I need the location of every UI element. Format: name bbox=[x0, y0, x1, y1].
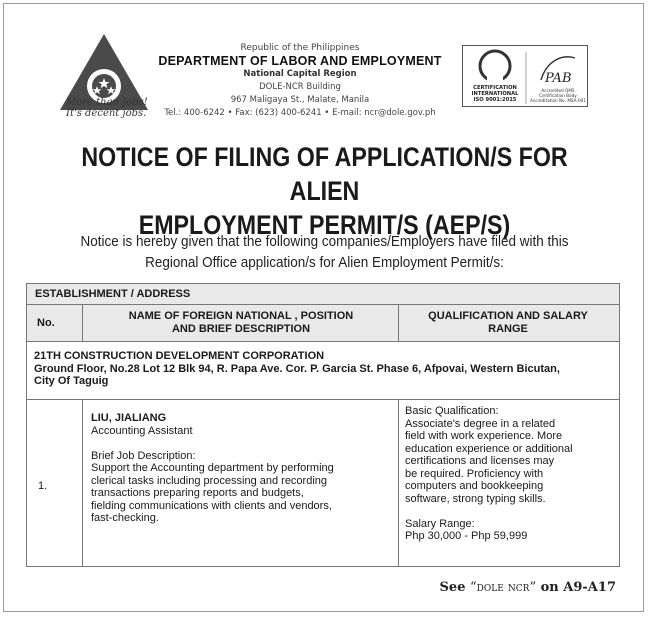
pab-logo-text: PAB bbox=[545, 71, 572, 86]
building-name: DOLE-NCR Building bbox=[259, 82, 341, 92]
qualification-line: be required. Proficiency with bbox=[405, 467, 544, 480]
job-description-line: fast-checking. bbox=[91, 512, 159, 524]
qualification-line: Associate's degree in a related bbox=[405, 417, 556, 430]
iso-cert-label: CERTIFICATION INTERNATIONAL ISO 9001:2015 bbox=[471, 85, 519, 103]
tagline-line2: It's decent jobs. bbox=[66, 108, 147, 119]
job-description-label: Brief Job Description: bbox=[91, 449, 196, 462]
job-description-line: transactions preparing reports and budgets, bbox=[91, 487, 304, 499]
contact-info: Tel.: 400-6242 • Fax: (623) 400-6241 • E-mail: ncr@dole.gov.ph bbox=[164, 108, 436, 118]
establishment-info bbox=[34, 350, 614, 388]
qualification-line: education experience or additional bbox=[405, 442, 573, 455]
republic-label: Republic of the Philippines bbox=[240, 43, 360, 53]
establishment-address-line1: Ground Floor, No.28 Lot 12 Blk 94, R. Papa Ave. Cor. P. Garcia St. Phase 6, Afpovai, Western Bicutan, bbox=[34, 362, 560, 375]
title-line1: NOTICE OF FILING OF APPLICATION/S FOR ALIEN bbox=[81, 142, 568, 206]
foreign-national-info bbox=[91, 412, 397, 525]
establishment-row bbox=[27, 342, 619, 400]
see-reference bbox=[372, 580, 616, 595]
col-qual-header bbox=[399, 310, 617, 335]
divider bbox=[82, 400, 83, 566]
col-no-header: No. bbox=[37, 317, 55, 329]
job-description-line: clerical tasks including processing and recording bbox=[91, 474, 328, 487]
qualification-line: computers and bookkeeping bbox=[405, 480, 544, 492]
qualification-info bbox=[405, 405, 617, 543]
divider bbox=[398, 305, 399, 342]
foreign-national-name: LIU, JIALIANG bbox=[91, 412, 167, 424]
establishment-address-line2: City Of Taguig bbox=[34, 375, 109, 387]
divider bbox=[82, 305, 83, 342]
tagline-line1: More than Jobs! bbox=[66, 97, 148, 108]
office-address: 967 Maligaya St., Malate, Manila bbox=[230, 95, 370, 105]
see-prefix: See bbox=[439, 580, 470, 595]
col-name-header bbox=[83, 310, 399, 335]
certification-box bbox=[462, 45, 588, 107]
divider bbox=[398, 400, 399, 566]
aep-table bbox=[26, 283, 620, 567]
region-name: National Capital Region bbox=[243, 69, 357, 79]
table-header-columns bbox=[27, 305, 619, 342]
col-name-line2: AND BRIEF DESCRIPTION bbox=[171, 322, 311, 335]
notice-title bbox=[45, 140, 603, 242]
salary-value: Php 30,000 - Php 59,999 bbox=[405, 530, 528, 542]
qualification-line: certifications and licenses may bbox=[405, 455, 555, 467]
intro-line1: Notice is hereby given that the following companies/Employers have filed with this bbox=[80, 234, 569, 250]
see-ref: “dole ncr” bbox=[470, 580, 537, 595]
pab-cert-label: Accredited QMS Certification Body Accreditation No. MSA-001 bbox=[530, 88, 586, 103]
table-header-establishment bbox=[27, 284, 619, 305]
position-title: Accounting Assistant bbox=[91, 424, 193, 437]
col-name-line1: NAME OF FOREIGN NATIONAL , POSITION bbox=[128, 310, 354, 322]
intro-line2: Regional Office application/s for Alien Employment Permit/s: bbox=[145, 255, 504, 271]
title-line2: EMPLOYMENT PERMIT/S (AEP/S) bbox=[138, 210, 511, 240]
col-qual-line2: RANGE bbox=[488, 322, 528, 335]
col-qual-line1: QUALIFICATION AND SALARY bbox=[428, 310, 588, 322]
salary-label: Salary Range: bbox=[405, 517, 475, 530]
logo-tagline bbox=[66, 97, 148, 119]
see-suffix: on A9-A17 bbox=[536, 580, 616, 595]
notice-intro bbox=[23, 232, 627, 274]
department-name: DEPARTMENT OF LABOR AND EMPLOYMENT bbox=[158, 54, 442, 68]
qualification-label: Basic Qualification: bbox=[405, 405, 499, 417]
job-description-line: Support the Accounting department by performing bbox=[91, 462, 334, 474]
letterhead bbox=[150, 42, 450, 120]
table-row bbox=[27, 400, 619, 566]
job-description-line: fielding communications with clients and vendors, bbox=[91, 499, 332, 512]
establishment-header: ESTABLISHMENT / ADDRESS bbox=[35, 288, 191, 300]
qualification-line: software, strong typing skills. bbox=[405, 492, 546, 505]
qualification-line: field with work experience. More bbox=[405, 430, 563, 442]
entry-number: 1. bbox=[38, 480, 48, 492]
establishment-name: 21TH CONSTRUCTION DEVELOPMENT CORPORATION bbox=[34, 350, 325, 362]
